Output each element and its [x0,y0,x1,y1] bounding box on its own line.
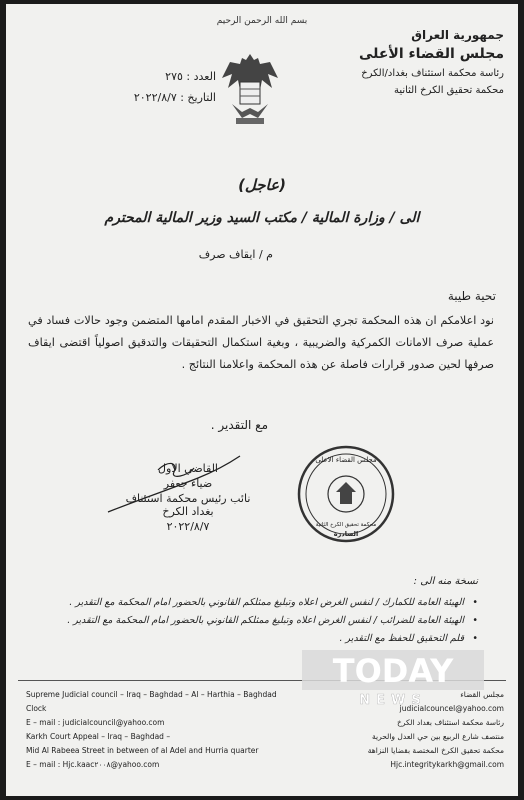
footer-en-line: Karkh Court Appeal – Iraq – Baghdad – [26,732,171,741]
letter-meta [66,70,216,112]
letter-body: نود اعلامكم ان هذه المحكمة تجري التحقيق في الاخبار المقدم امامها المتضمن وجود حالات فساد في عملية صرف الامانات الكمركية والضريبية ، وبغية استكمال التحقيقات والتدقيق اصولياً اقتضى ايقاف صرفها لحين صدور قرارات فاصلة عن هذه المحكمة واعلامنا النتائج . [28,314,494,371]
recipient-line: الى / وزارة المالية / مكتب السيد وزير المالية المحترم [104,210,420,226]
footer-ar-line: رئاسة محكمة استئناف بغداد الكرخ [397,718,504,727]
footer-en-line: E – mail : judicialcouncil@yahoo.com [26,718,165,727]
country-name: جمهورية العراق [411,28,504,42]
court-name: محكمة تحقيق الكرخ الثانية [393,85,504,96]
today-news-watermark [302,650,484,706]
copy-item: • الهيئة العامة للضرائب / لنفس الغرض اعلاه وتبليغ ممثلكم القانوني بالحضور امام المحكمة مع التقدير . [48,612,478,630]
footer-ar-line: محكمة تحقيق الكرخ المختصة بقضايا النزاهة [367,746,504,755]
watermark-brand: TODAY [332,652,454,690]
footer-english [26,688,286,772]
number-label: العدد : [186,70,216,83]
council-name: مجلس القضاء الأعلى [358,46,504,62]
copy-item: • الهيئة العامة للكمارك / لنفس الغرض اعلاه وتبليغ ممثلكم القانوني بالحضور امام المحكمة مع التقدير . [48,594,478,612]
signature-block [113,462,263,535]
greeting: تحية طيبة [447,289,496,303]
footer-en-line: E – mail : Hjc.kaac٢٠٠٨@yahoo.com [26,760,160,769]
iraq-eagle-emblem [218,48,282,128]
date-row [66,91,216,104]
footer-ar-line: منتصف شارع الربيع بين حي العدل والحرية [371,732,504,741]
footer-en-line: Supreme Judicial council – Iraq – Baghdad – Al – Harthia – Baghdad Clock [26,690,277,713]
footer-en-line: Mid Al Rabeea Street in between of al Adel and Hurria quarter [26,746,259,755]
urgent-mark: (عاجل) [238,176,286,194]
seal-top-text: مجلس القضاء الاعلى [315,456,377,464]
copies-heading: نسخة منه الى : [413,576,478,587]
number-row [66,70,216,83]
subject-line: م / ايقاف صرف [198,248,273,261]
footer-ar-line: مجلس القضاء [460,690,504,699]
signer-title: القاضي الاول [158,462,218,475]
presidency-name: رئاسة محكمة استئناف بغداد/الكرخ [361,68,504,79]
copies-list [48,594,478,648]
date-label: التاريخ : [180,91,216,104]
number-value: ٢٧٥ [165,70,183,83]
seal-bottom-text: محكمة تحقيق الكرخ الثانية [315,522,377,528]
seal-label: الصادرة [333,530,359,538]
closing-regards: مع التقدير . [210,418,268,432]
footer-ar-line: Hjc.integritykarkh@gmail.com [390,760,504,769]
bismillah: بسم الله الرحمن الرحيم [216,16,308,26]
watermark-sub: NEWS [359,693,427,706]
court-seal [296,444,396,544]
signer-position: نائب رئيس محكمة استئناف بغداد الكرخ [125,492,251,518]
letter-page [6,4,518,796]
signer-name: ضياء جعفر [163,477,213,490]
copy-item: • قلم التحقيق للحفظ مع التقدير . [48,630,478,648]
date-value: ٢٠٢٢/٨/٧ [133,91,177,104]
footer-ar-line: judicialcouncel@yahoo.com [399,704,504,713]
letterhead-right [334,28,504,96]
signature-date: ٢٠٢٢/٨/٧ [166,520,210,533]
